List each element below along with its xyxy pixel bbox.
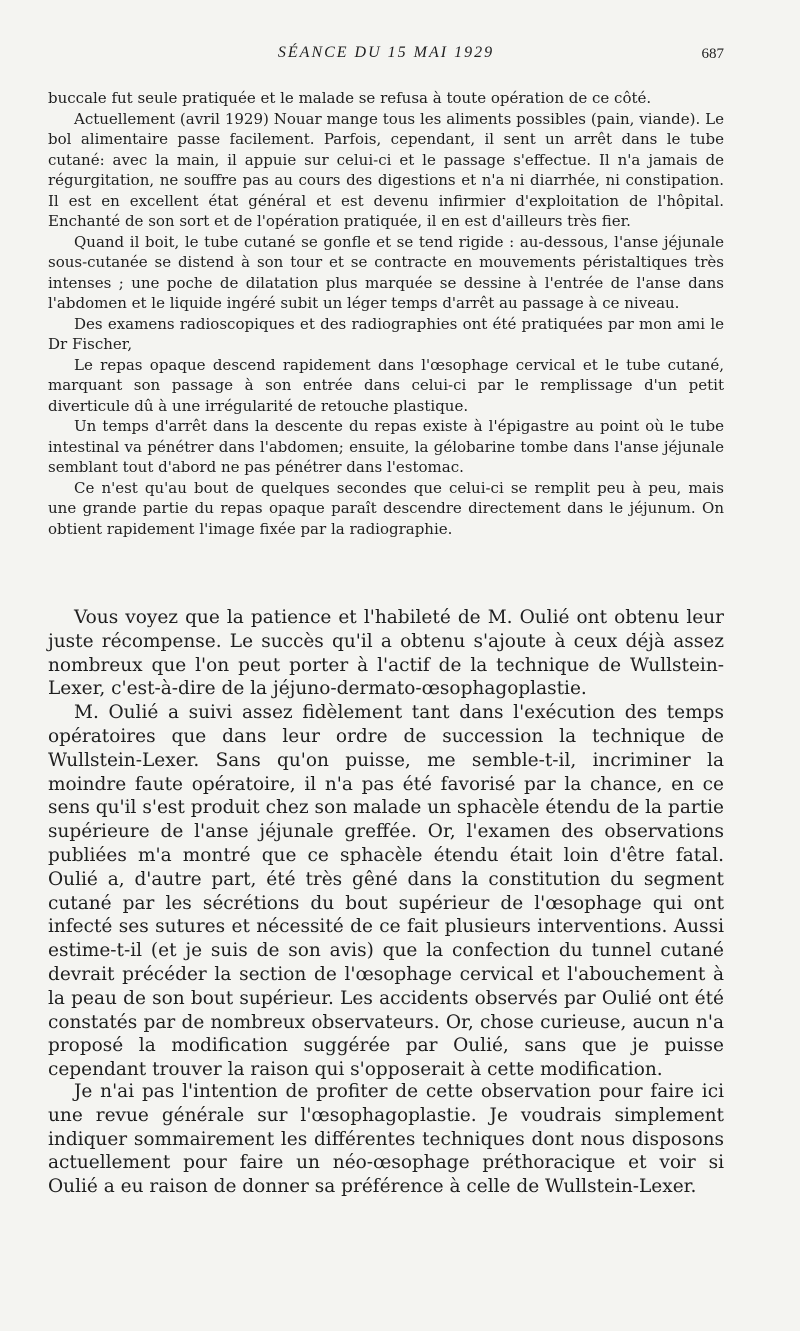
paragraph: Actuellement (avril 1929) Nouar mange tous les aliments possibles (pain, viande). Le bol alimentaire passe facilement. Parfois, cependant, il sent un arrêt dans le tube cutané: avec la main, il appuie sur celui-ci et le passage s'effectue. Il n'a jamais de régurgitation, ne souffre pas au cours des digestions et n'a ni diarrhée, ni constipation. Il est en excellent état général et est devenu infirmier d'exploitation de l'hôpital. Enchanté de son sort et de l'opération pratiquée, il en est d'ailleurs très fier. bbox=[48, 109, 724, 230]
paragraph: Je n'ai pas l'intention de profiter de cette observation pour faire ici une revue générale sur l'œsophagoplastie. Je voudrais simplement indiquer sommairement les différentes techniques dont nous disposons actuellement pour faire un néo-œsophage préthoracique et voir si Oulié a eu raison de donner sa préférence à celle de Wullstein-Lexer. bbox=[48, 1081, 724, 1198]
paragraph: Des examens radioscopiques et des radiographies ont été pratiquées par mon ami le Dr Fischer, bbox=[48, 314, 724, 353]
paragraph: M. Oulié a suivi assez fidèlement tant dans l'exécution des temps opératoires que dans leur ordre de succession la technique de Wullstein-Lexer. Sans qu'on puisse, me semble-t-il, incriminer la moindre faute opératoire, il n'a pas été favorisé par la chance, en ce sens qu'il s'est produit chez son malade un sphacèle étendu de la partie supérieure de l'anse jéjunale greffée. Or, l'examen des observations publiées m'a montré que ce sphacèle étendu était loin d'être fatal. Oulié a, d'autre part, été très gêné dans la constitution du segment cutané par les sécrétions du bout supérieur de l'œsophage qui ont infecté ses sutures et nécessité de ce fait plusieurs interventions. Aussi estime-t-il (et je suis de son avis) que la confection du tunnel cutané devrait précéder la section de l'œsophage cervical et l'abouchement à la peau de son bout supérieur. Les accidents observés par Oulié ont été constatés par de nombreux observateurs. Or, chose curieuse, aucun n'a proposé la modification suggérée par Oulié, sans que je puisse cependant trouver la raison qui s'opposerait à cette modification. bbox=[48, 702, 724, 1081]
paragraph: Ce n'est qu'au bout de quelques secondes que celui-ci se remplit peu à peu, mais une grande partie du repas opaque paraît descendre directement dans le jéjunum. On obtient rapidement l'image fixée par la radiographie. bbox=[48, 478, 724, 538]
paragraph: Un temps d'arrêt dans la descente du repas existe à l'épigastre au point où le tube intestinal va pénétrer dans l'abdomen; ensuite, la gélobarine tombe dans l'anse jéjunale semblant tout d'abord ne pas pénétrer dans l'estomac. bbox=[48, 417, 724, 476]
page-number: 687 bbox=[701, 46, 724, 62]
paragraph: Le repas opaque descend rapidement dans l'œsophage cervical et le tube cutané, marquant son passage à son entrée dans celui-ci par le remplissage d'un petit diverticule dû à une irrégularité de retouche plastique. bbox=[48, 355, 724, 415]
paragraph: Vous voyez que la patience et l'habileté de M. Oulié ont obtenu leur juste récompense. Le succès qu'il a obtenu s'ajoute à ceux déjà assez nombreux que l'on peut porter à l'actif de la technique de Wullstein-Lexer, c'est-à-dire de la jéjuno-dermato-œsophagoplastie. bbox=[48, 607, 724, 700]
running-title: SÉANCE DU 15 MAI 1929 bbox=[277, 44, 495, 61]
case-observation bbox=[48, 88, 724, 539]
page-header bbox=[48, 44, 724, 68]
closing-section bbox=[48, 1080, 724, 1199]
paragraph: buccale fut seule pratiquée et le malade se refusa à toute opération de ce côté. bbox=[48, 89, 652, 107]
paragraph: Quand il boit, le tube cutané se gonfle et se tend rigide : au-dessous, l'anse jéjunale sous-cutanée se distend à son tour et se contracte en mouvements péristaltiques très intenses ; une poche de dilatation plus marquée se dessine à l'entrée de l'anse dans l'abdomen et le liquide ingéré subit un léger temps d'arrêt au passage à ce niveau. bbox=[48, 232, 724, 312]
discussion-section bbox=[48, 606, 724, 1082]
